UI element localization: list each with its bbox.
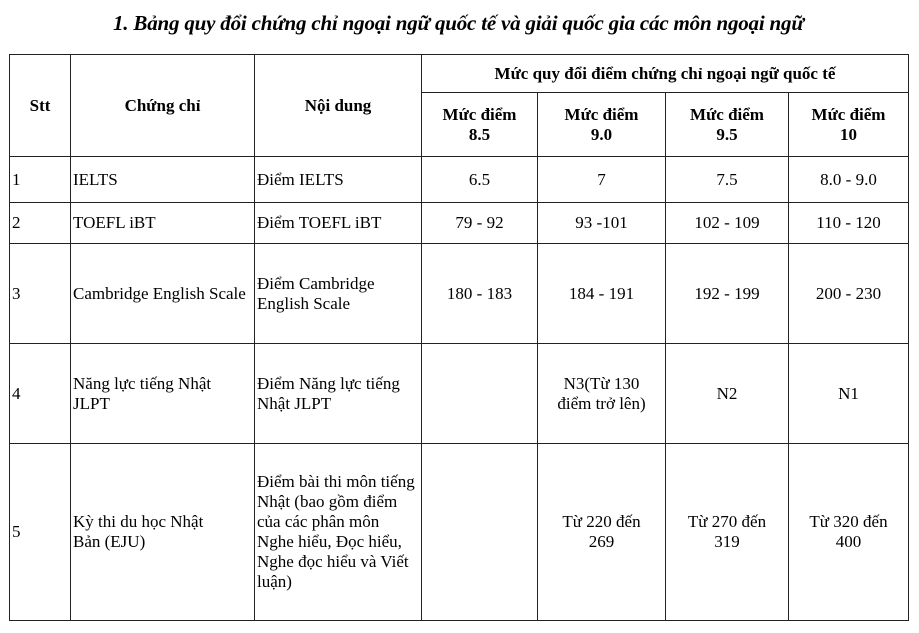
- cell-value: 7: [538, 157, 666, 203]
- cell-certificate: Năng lực tiếng Nhật JLPT: [71, 344, 255, 444]
- header-certificate: Chứng chỉ: [71, 55, 255, 157]
- cell-content: Điểm bài thi môn tiếng Nhật (bao gồm điểm của các phân môn Nghe hiểu, Đọc hiểu, Nghe đọc hiểu và Viết luận): [255, 444, 422, 621]
- cell-certificate: IELTS: [71, 157, 255, 203]
- cell-content: Điểm IELTS: [255, 157, 422, 203]
- cell-value: 93 -101: [538, 203, 666, 244]
- cell-certificate: TOEFL iBT: [71, 203, 255, 244]
- cell-stt: 3: [10, 244, 71, 344]
- cell-value: 110 - 120: [789, 203, 909, 244]
- table-row: [10, 444, 909, 621]
- cell-stt: 2: [10, 203, 71, 244]
- header-content: Nội dung: [255, 55, 422, 157]
- header-level-9-5: Mức điểm 9.5: [666, 93, 789, 157]
- cell-value: 192 - 199: [666, 244, 789, 344]
- table-row: [10, 157, 909, 203]
- cell-value: Từ 320 đến 400: [789, 444, 909, 621]
- cell-stt: 1: [10, 157, 71, 203]
- header-conversion-group: Mức quy đổi điểm chứng chỉ ngoại ngữ quốc tế: [422, 55, 909, 93]
- cell-value: Từ 270 đến 319: [666, 444, 789, 621]
- header-level-9-0: Mức điểm 9.0: [538, 93, 666, 157]
- cell-stt: 5: [10, 444, 71, 621]
- table-row: [10, 244, 909, 344]
- conversion-table: [9, 54, 909, 621]
- header-stt: Stt: [10, 55, 71, 157]
- cell-value: 180 - 183: [422, 244, 538, 344]
- cell-value: Từ 220 đến 269: [538, 444, 666, 621]
- cell-value: 102 - 109: [666, 203, 789, 244]
- cell-content: Điểm TOEFL iBT: [255, 203, 422, 244]
- cell-value: 184 - 191: [538, 244, 666, 344]
- header-level-8-5: Mức điểm 8.5: [422, 93, 538, 157]
- cell-value: 6.5: [422, 157, 538, 203]
- cell-value: 7.5: [666, 157, 789, 203]
- cell-value: 79 - 92: [422, 203, 538, 244]
- cell-value: 8.0 - 9.0: [789, 157, 909, 203]
- cell-value: [422, 444, 538, 621]
- header-level-10: Mức điểm 10: [789, 93, 909, 157]
- cell-certificate: Cambridge English Scale: [71, 244, 255, 344]
- cell-value: N1: [789, 344, 909, 444]
- section-heading: 1. Bảng quy đổi chứng chỉ ngoại ngữ quốc tế và giải quốc gia các môn ngoại ngữ: [113, 11, 804, 35]
- cell-value: N3(Từ 130 điểm trở lên): [538, 344, 666, 444]
- table-row: [10, 344, 909, 444]
- cell-value: N2: [666, 344, 789, 444]
- cell-value: 200 - 230: [789, 244, 909, 344]
- cell-value: [422, 344, 538, 444]
- cell-content: Điểm Cambridge English Scale: [255, 244, 422, 344]
- cell-stt: 4: [10, 344, 71, 444]
- cell-certificate: Kỳ thi du học Nhật Bản (EJU): [71, 444, 255, 621]
- cell-content: Điểm Năng lực tiếng Nhật JLPT: [255, 344, 422, 444]
- table-row: [10, 203, 909, 244]
